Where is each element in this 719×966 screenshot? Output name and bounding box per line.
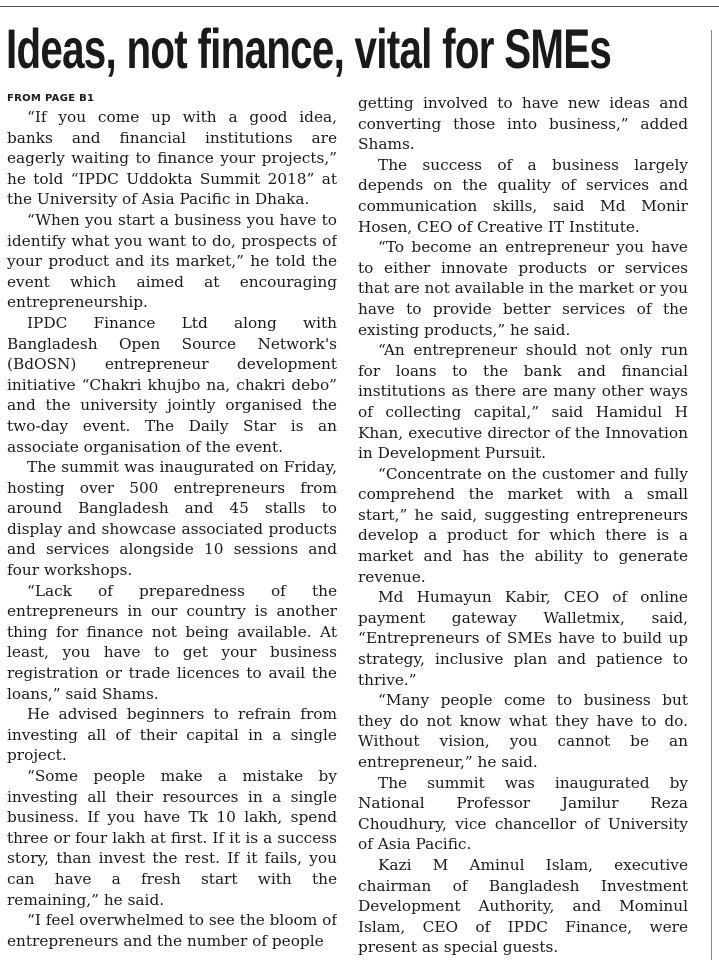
paragraph: “When you start a business you have to identify what you want to do, prospects of your product and its market,” he told the event which aimed at encouraging entrepreneurship. — [7, 210, 337, 312]
paragraph: “Some people make a mistake by investing all their resources in a single business. If you have Tk 10 lakh, spend three or four lakh at first. If it is a success story, than invest the rest. If it fails, you can have a fresh start with the remaining,” he said. — [7, 767, 337, 909]
paragraph: “An entrepreneur should not only run for loans to the bank and financial institutions as there are many other ways of collecting capital,” said Hamidul H Khan, executive director of the Innovation in Development Pursuit. — [358, 341, 688, 463]
left-column — [7, 93, 337, 961]
paragraph: Kazi M Aminul Islam, executive chairman of Bangladesh Investment Development Authority, and Mominul Islam, CEO of IPDC Finance, were present as special guests. — [358, 855, 688, 957]
paragraph: The summit was inaugurated by National Professor Jamilur Reza Choudhury, vice chancellor of University of Asia Pacific. — [358, 773, 688, 854]
paragraph: “Concentrate on the customer and fully comprehend the market with a small start,” he said, suggesting entrepreneurs develop a product for which there is a market and has the ability to generate revenue. — [358, 464, 688, 586]
paragraph: “I feel overwhelmed to see the bloom of entrepreneurs and the number of people — [7, 911, 337, 950]
paragraph: “If you come up with a good idea, banks and financial institutions are eagerly waiting to finance your projects,” he told “IPDC Uddokta Summit 2018” at the University of Asia Pacific in Dhaka. — [7, 108, 337, 209]
paragraph-continuation: getting involved to have new ideas and converting those into business,” added Shams. — [358, 94, 688, 154]
paragraph: “Lack of preparedness of the entrepreneurs in our country is another thing for finance not being available. At least, you have to get your business registration or trade licences to avail the loans,” said Shams. — [7, 581, 337, 703]
column-rule — [711, 30, 712, 960]
paragraph: The success of a business largely depends on the quality of services and communication skills, said Md Monir Hosen, CEO of Creative IT Institute. — [358, 155, 688, 236]
top-rule — [0, 6, 719, 7]
paragraph: He advised beginners to refrain from investing all of their capital in a single project. — [7, 705, 337, 765]
paragraph: “To become an entrepreneur you have to either innovate products or services that are not available in the market or you have to provide better services of the existing products,” he said. — [358, 238, 688, 339]
right-column — [358, 93, 688, 961]
headline: Ideas, not finance, vital for SMEs — [6, 17, 612, 80]
paragraph: IPDC Finance Ltd along with Bangladesh Open Source Network's (BdOSN) entrepreneur development initiative “Chakri khujbo na, chakri debo” and the university jointly organised the two-day event. The Daily Star is an associate organisation of the event. — [7, 313, 337, 456]
paragraph: The summit was inaugurated on Friday, hosting over 500 entrepreneurs from around Bangladesh and 45 stalls to display and showcase associated products and services alongside 10 sessions and four workshops. — [7, 458, 337, 580]
paragraph: Md Humayun Kabir, CEO of online payment gateway Walletmix, said, “Entrepreneurs of SMEs have to build up strategy, inclusive plan and patience to thrive.” — [358, 588, 688, 689]
kicker: FROM PAGE B1 — [7, 93, 95, 104]
paragraph: “Many people come to business but they do not know what they have to do. Without vision, you cannot be an entrepreneur,” he said. — [358, 691, 688, 771]
